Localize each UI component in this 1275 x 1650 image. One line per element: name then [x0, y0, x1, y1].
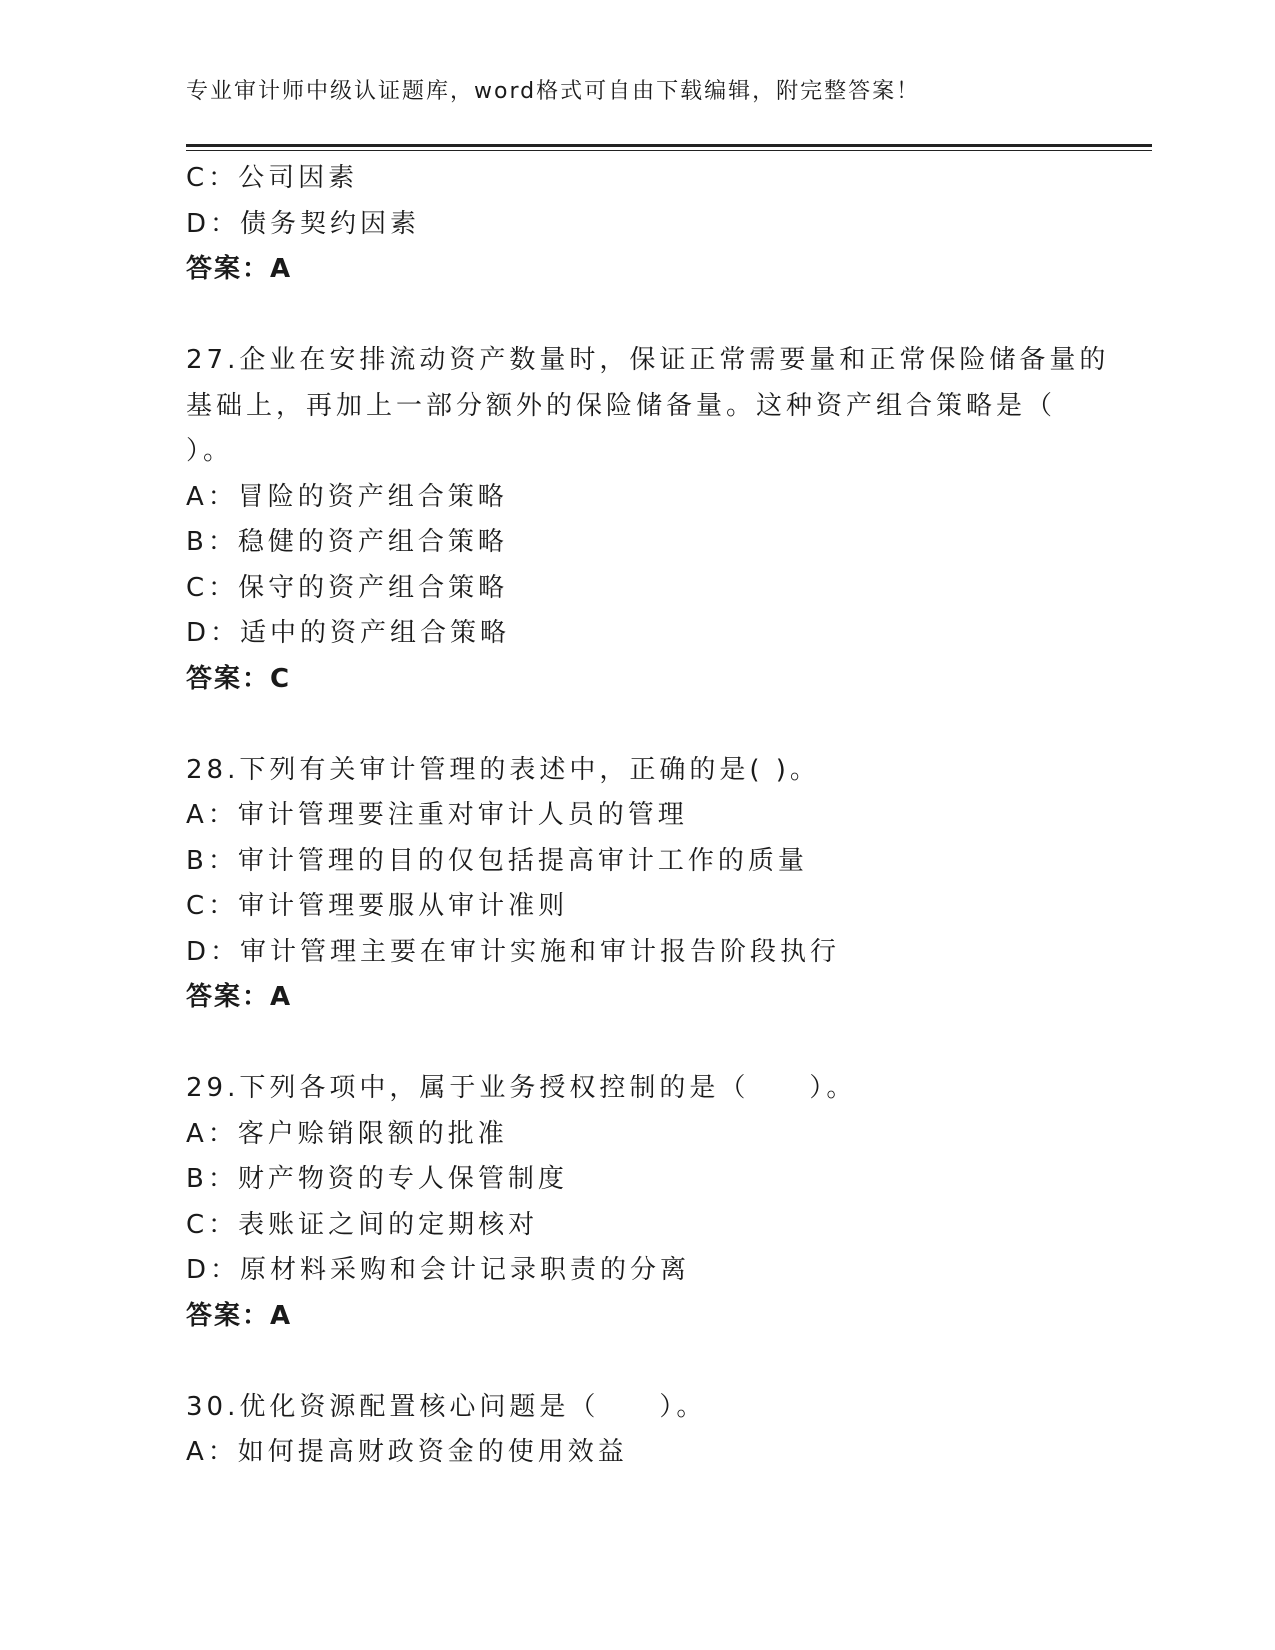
question-text: ）。	[186, 436, 234, 466]
question-text: 27.企业在安排流动资产数量时，保证正常需要量和正常保险储备量的	[186, 345, 1110, 375]
option-line: C：审计管理要服从审计准则	[186, 891, 569, 921]
question-text: 29.下列各项中，属于业务授权控制的是（ ）。	[186, 1073, 857, 1103]
answer-line: 答案：A	[186, 254, 293, 284]
option-line: D：债务契约因素	[186, 208, 421, 239]
option-line: C：公司因素	[186, 163, 359, 193]
question-list	[186, 156, 1152, 1476]
option-line: C：保守的资产组合策略	[186, 572, 509, 603]
header-rule-thick	[186, 144, 1152, 147]
answer-line: 答案：C	[186, 663, 292, 694]
option-line: A：客户赊销限额的批准	[186, 1118, 508, 1149]
option-line: C：表账证之间的定期核对	[186, 1209, 539, 1240]
question-text: 基础上，再加上一部分额外的保险储备量。这种资产组合策略是（	[186, 390, 1057, 421]
option-line: D：原材料采购和会计记录职责的分离	[186, 1255, 691, 1285]
question-text: 28.下列有关审计管理的表述中，正确的是( )。	[186, 754, 820, 785]
option-line: A：审计管理要注重对审计人员的管理	[186, 800, 688, 830]
option-line: B：审计管理的目的仅包括提高审计工作的质量	[186, 845, 808, 876]
option-line: A：冒险的资产组合策略	[186, 481, 508, 512]
option-line: A：如何提高财政资金的使用效益	[186, 1437, 628, 1467]
blank-line	[186, 702, 1152, 748]
blank-line	[186, 293, 1152, 339]
header-rule-thin	[186, 150, 1152, 151]
blank-line	[186, 1339, 1152, 1385]
blank-line	[186, 1021, 1152, 1067]
option-line: D：审计管理主要在审计实施和审计报告阶段执行	[186, 936, 841, 967]
option-line: D：适中的资产组合策略	[186, 618, 511, 648]
option-line: B：稳健的资产组合策略	[186, 527, 508, 557]
answer-line: 答案：A	[186, 982, 293, 1012]
answer-line: 答案：A	[186, 1300, 293, 1331]
option-line: B：财产物资的专人保管制度	[186, 1164, 568, 1194]
page-header: 专业审计师中级认证题库，word格式可自由下载编辑，附完整答案！	[186, 79, 921, 104]
question-text: 30.优化资源配置核心问题是（ ）。	[186, 1391, 707, 1422]
